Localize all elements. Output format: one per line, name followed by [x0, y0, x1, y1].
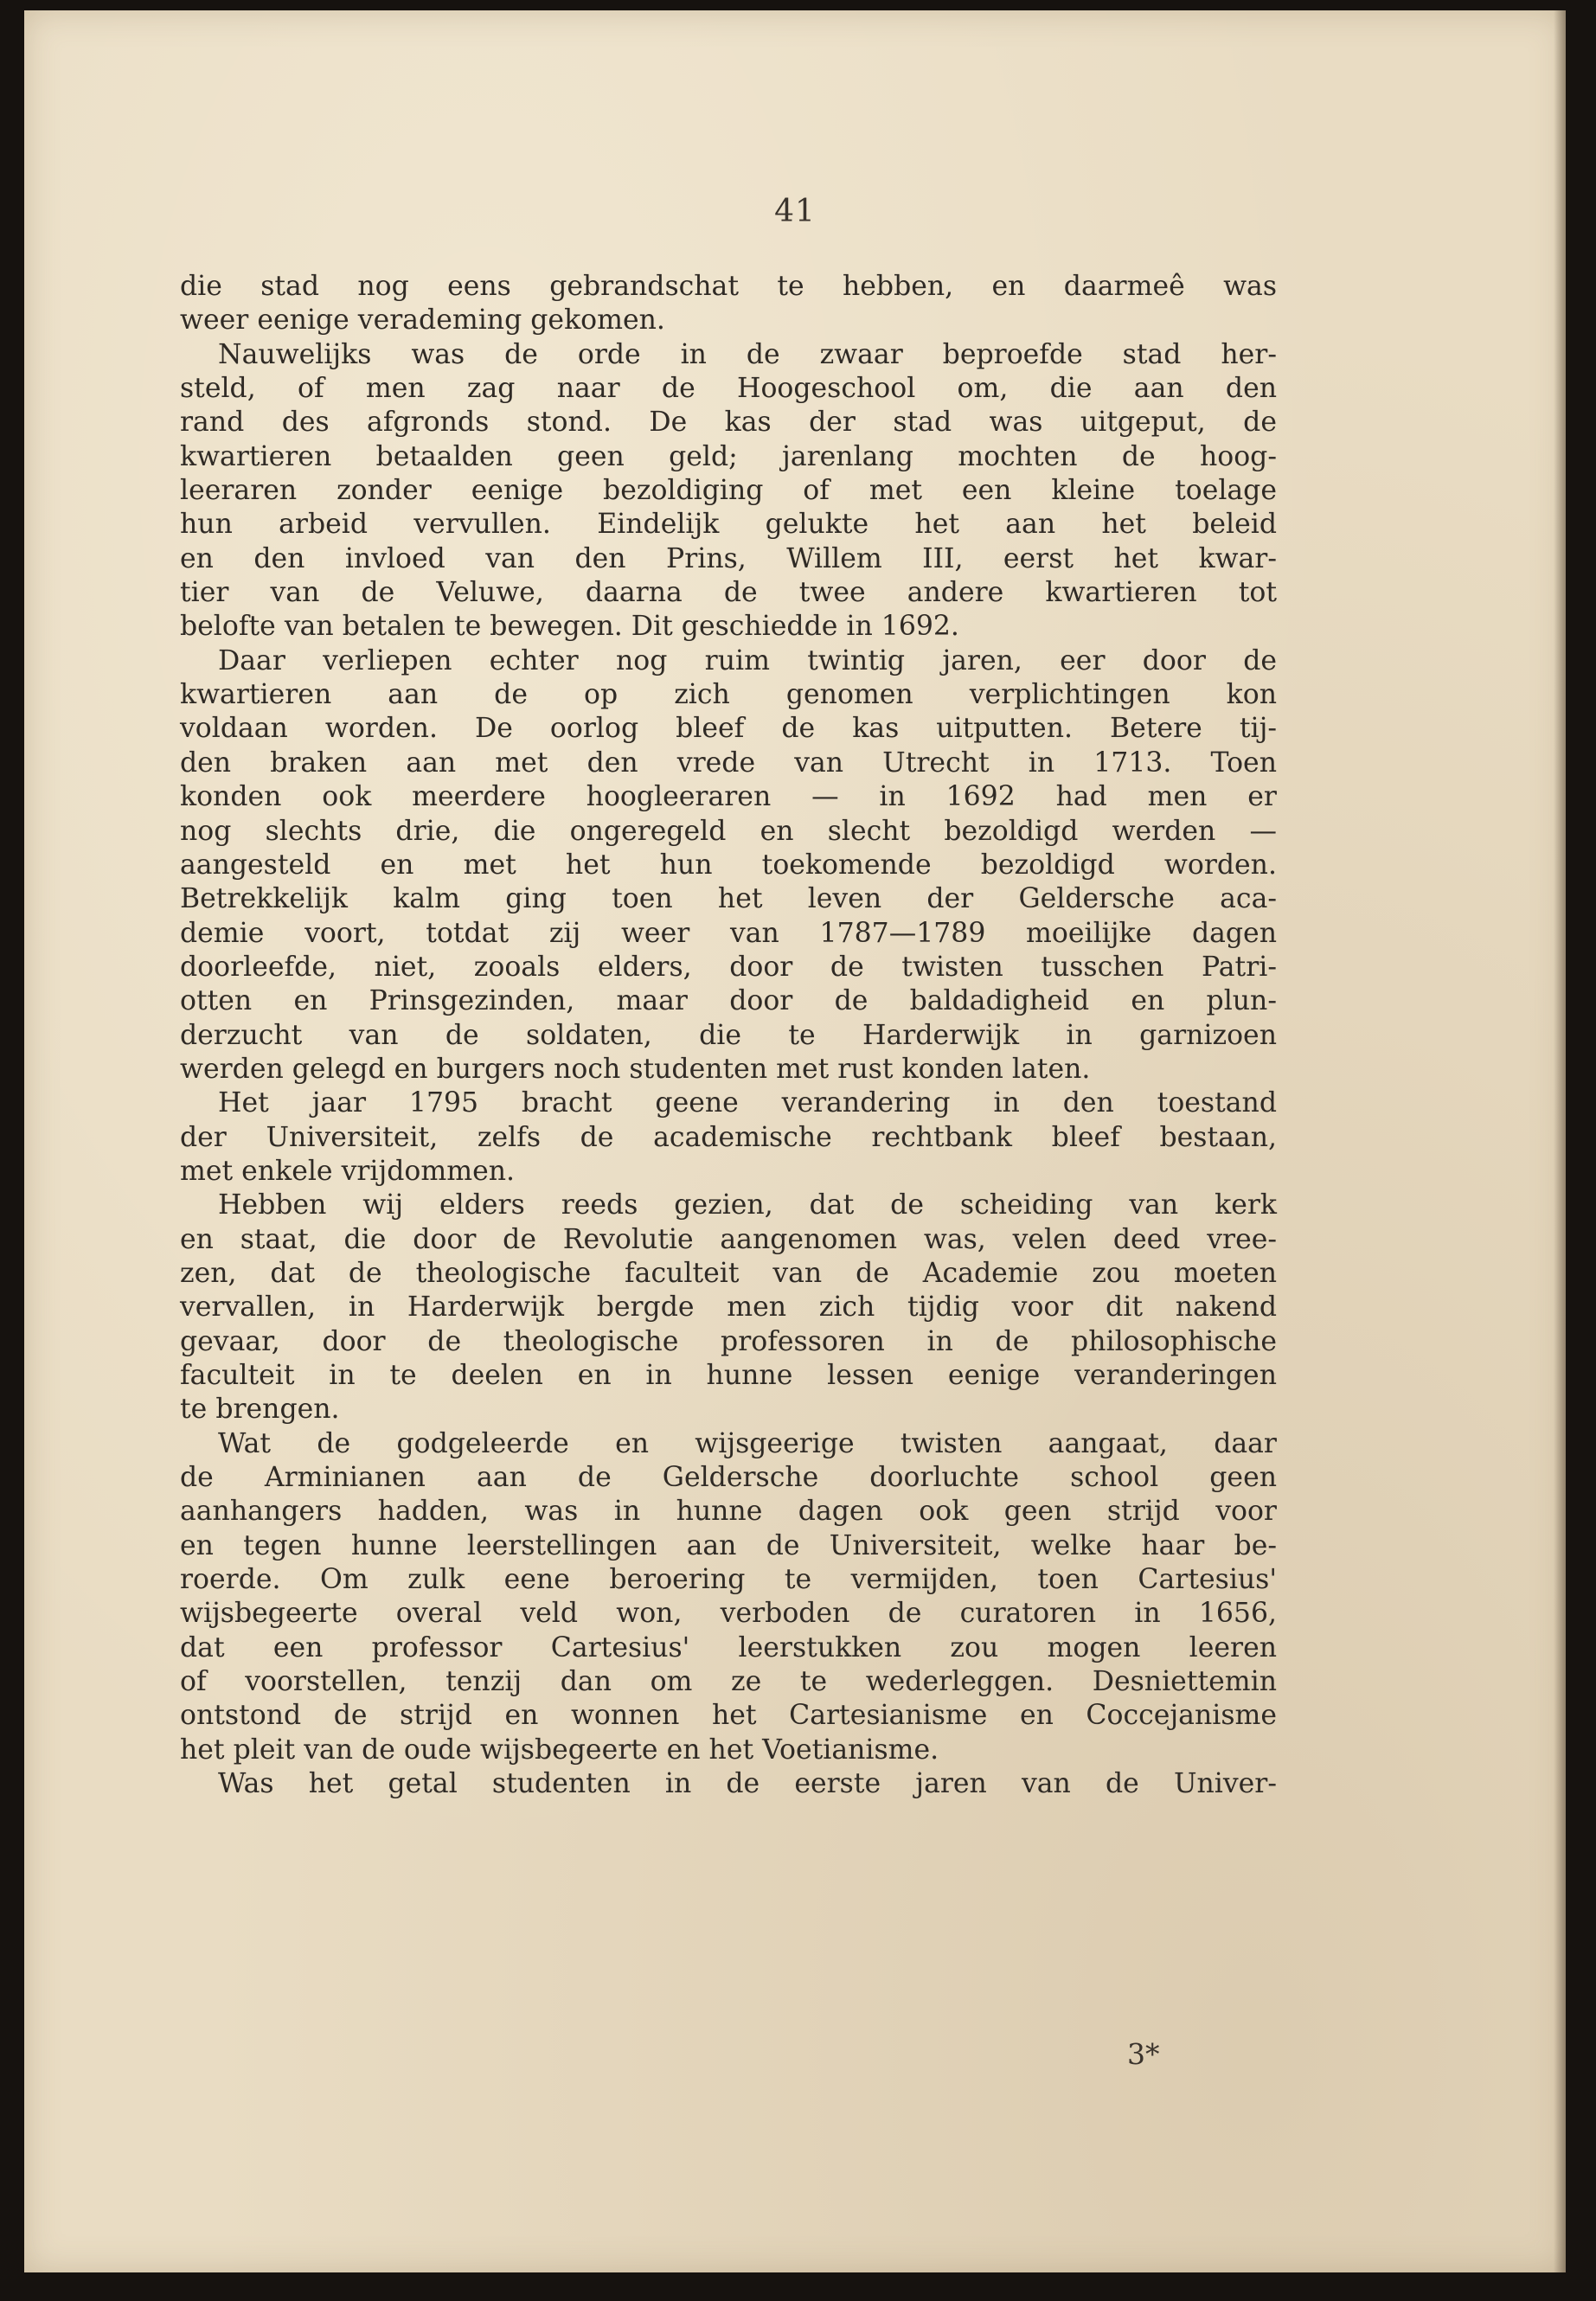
paragraph [180, 1427, 1277, 1767]
text-line: hun arbeid vervullen. Eindelijk gelukte het aan het beleid [180, 509, 1277, 541]
text-line: leeraren zonder eenige bezoldiging of met een kleine toelage [180, 475, 1277, 507]
text-line: ontstond de strijd en wonnen het Cartesianisme en Coccejanisme [180, 1700, 1277, 1732]
text-line: steld, of men zag naar de Hoogeschool om, die aan den [180, 373, 1277, 405]
text-line: Was het getal studenten in de eerste jaren van de Univer- [218, 1768, 1277, 1800]
text-line: kwartieren aan de op zich genomen verplichtingen kon [180, 679, 1277, 711]
text-line: het pleit van de oude wijsbegeerte en het Voetianisme. [180, 1734, 939, 1766]
text-line: Wat de godgeleerde en wijsgeerige twisten aangaat, daar [218, 1427, 1277, 1459]
paragraph [180, 644, 1277, 1086]
text-line: rand des afgronds stond. De kas der stad was uitgeput, de [180, 407, 1277, 439]
paragraph [180, 338, 1277, 644]
text-line: de Arminianen aan de Geldersche doorluchte school geen [180, 1462, 1277, 1494]
page-edge-shadow [1554, 10, 1566, 2272]
body-text [180, 270, 1277, 1801]
text-line: en den invloed van den Prins, Willem III, eerst het kwar- [180, 542, 1277, 574]
text-line: kwartieren betaalden geen geld; jarenlang mochten de hoog- [180, 440, 1277, 472]
paragraph [180, 1767, 1277, 1801]
text-line: en tegen hunne leerstellingen aan de Universiteit, welke haar be- [180, 1529, 1277, 1561]
text-line: werden gelegd en burgers noch studenten met rust konden laten. [180, 1053, 1091, 1085]
text-line: derzucht van de soldaten, die te Harderwijk in garnizoen [180, 1019, 1277, 1051]
text-line: Het jaar 1795 bracht geene verandering in den toestand [218, 1087, 1277, 1119]
text-line: Betrekkelijk kalm ging toen het leven der Geldersche aca- [180, 883, 1277, 915]
text-line: zen, dat de theologische faculteit van de Academie zou moeten [180, 1257, 1277, 1289]
text-line: Nauwelijks was de orde in de zwaar beproefde stad her- [218, 338, 1277, 370]
text-line: aanhangers hadden, was in hunne dagen ook geen strijd voor [180, 1496, 1277, 1528]
text-line: faculteit in te deelen en in hunne lessen eenige veranderingen [180, 1360, 1277, 1391]
text-line: dat een professor Cartesius' leerstukken zou mogen leeren [180, 1631, 1277, 1663]
text-line: roerde. Om zulk eene beroering te vermijden, toen Cartesius' [180, 1564, 1277, 1596]
book-page [24, 10, 1566, 2272]
text-line: aangesteld en met het hun toekomende bezoldigd worden. [180, 849, 1277, 881]
text-line: voldaan worden. De oorlog bleef de kas uitputten. Betere tij- [180, 713, 1277, 745]
text-line: met enkele vrijdommen. [180, 1155, 516, 1187]
page-number: 41 [774, 194, 816, 229]
text-line: te brengen. [180, 1394, 340, 1426]
text-line: nog slechts drie, die ongeregeld en slecht bezoldigd werden — [180, 815, 1277, 847]
text-line: die stad nog eens gebrandschat te hebben, en daarmeê was [180, 271, 1277, 302]
text-line: belofte van betalen te bewegen. Dit geschiedde in 1692. [180, 611, 959, 643]
text-line: otten en Prinsgezinden, maar door de baldadigheid en plun- [180, 985, 1277, 1017]
text-line: of voorstellen, tenzij dan om ze te wederleggen. Desniettemin [180, 1666, 1277, 1698]
text-line: Daar verliepen echter nog ruim twintig jaren, eer door de [218, 644, 1277, 676]
text-line: der Universiteit, zelfs de academische rechtbank bleef bestaan, [180, 1121, 1277, 1153]
signature-mark: 3* [1127, 2037, 1160, 2071]
text-line: konden ook meerdere hoogleeraren — in 1692 had men er [180, 781, 1277, 813]
text-line: en staat, die door de Revolutie aangenomen was, velen deed vree- [180, 1223, 1277, 1255]
text-line: tier van de Veluwe, daarna de twee andere kwartieren tot [180, 577, 1277, 609]
text-line: den braken aan met den vrede van Utrecht in 1713. Toen [180, 747, 1277, 779]
text-line: demie voort, totdat zij weer van 1787—1789 moeilijke dagen [180, 917, 1277, 949]
paragraph [180, 1189, 1277, 1426]
paragraph [180, 1086, 1277, 1189]
text-line: weer eenige verademing gekomen. [180, 304, 665, 336]
paragraph [180, 270, 1277, 338]
text-line: vervallen, in Harderwijk bergde men zich tijdig voor dit nakend [180, 1292, 1277, 1324]
text-line: Hebben wij elders reeds gezien, dat de scheiding van kerk [218, 1189, 1277, 1221]
text-line: wijsbegeerte overal veld won, verboden de curatoren in 1656, [180, 1598, 1277, 1630]
text-line: doorleefde, niet, zooals elders, door de twisten tusschen Patri- [180, 951, 1277, 983]
text-line: gevaar, door de theologische professoren in de philosophische [180, 1325, 1277, 1357]
